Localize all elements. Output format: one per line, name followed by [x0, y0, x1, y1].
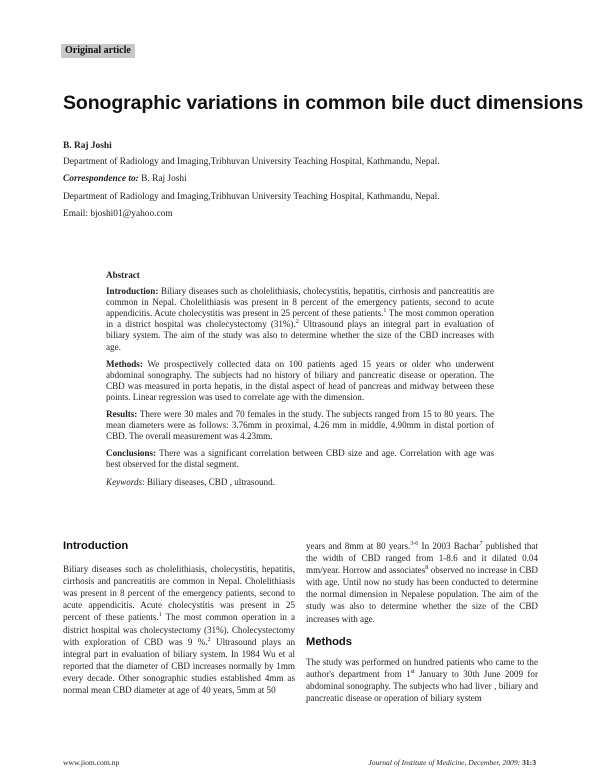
abstract-introduction-text-2: The most common operation in a district hospital was cholecystectomy (31%). [106, 308, 495, 330]
correspondence-name: B. Raj Joshi [141, 174, 187, 184]
abstract-introduction-label: Introduction: [106, 286, 159, 297]
right-text-1: years and 8mm at 80 years. [306, 541, 411, 551]
abstract-introduction-text: Biliary diseases such as cholelithiasis, cholecystitis, hepatitis, cirrhosis and pancreatitis are common in Nepal. Cholelithiasis was present in 8 percent of the emergency patients, second to acute appendicitis. Acute cholecystitis was present in 25 percent of these patients. [106, 286, 494, 319]
right-text-4: observed no increase in CBD with age. Until now no study has been conducted to determine the normal dimension in Nepalese population. The aim of the study was also to determine whether the size of the CBD increases with age. [306, 565, 538, 624]
methods-paragraph [306, 656, 538, 704]
citation-ref: 1 [383, 308, 387, 315]
abstract-conclusions [106, 448, 494, 470]
article-type-label: Original article [61, 44, 135, 58]
keywords [106, 477, 494, 488]
abstract-methods [106, 359, 494, 403]
abstract-conclusions-text: There was a significant correlation between CBD size and age. Correlation with age was best observed for the distal segment. [106, 448, 494, 470]
keywords-text: : Biliary diseases, CBD , ultrasound. [142, 476, 275, 487]
abstract-heading: Abstract [106, 270, 140, 280]
abstract-conclusions-label: Conclusions: [106, 448, 157, 459]
right-column [306, 540, 538, 704]
methods-heading: Methods [306, 635, 352, 648]
citation-ref: 2 [295, 319, 299, 326]
methods-text-2: January to 30th June 2009 for abdominal sonography. The subjects who had liver , biliary and pancreatic disease or operation of biliary system [306, 668, 539, 704]
right-text-3: published that the width of CBD ranged from 1-8.6 and it dilated 0.04 mm/year. Horrow and associates [306, 541, 538, 576]
left-column [63, 540, 295, 696]
right-text-2: In 2003 Bachar [418, 541, 480, 551]
footer-website[interactable]: www.jiom.com.np [63, 758, 120, 767]
introduction-paragraph [63, 563, 295, 696]
abstract-methods-label: Methods: [106, 358, 143, 369]
abstract-results-label: Results: [106, 409, 138, 420]
abstract-introduction [106, 286, 494, 353]
footer-volume: 31:3 [522, 758, 536, 767]
introduction-continued [306, 540, 538, 625]
citation-ref: 7 [479, 540, 483, 547]
ordinal-suffix: st [410, 668, 415, 675]
abstract-methods-text: We prospectively collected data on 100 patients aged 15 years or older who underwent abdominal sonography. The subjects had no history of biliary and pancreatic disease or operation. The CBD was measured in porta hepatis, in the distal aspect of head of pancreas and midway between these points. Linear regression was used to correlate age with the dimension. [106, 358, 494, 402]
footer-journal-name: Journal of Institute of Medicine, December, 2009; [368, 758, 521, 767]
introduction-heading: Introduction [63, 540, 129, 552]
correspondence-label: Correspondence to: [63, 174, 139, 184]
methods-text-1: The study was performed on hundred patients who came to the author's department from 1 [306, 656, 538, 679]
author-affiliation: Department of Radiology and Imaging,Tribhuvan University Teaching Hospital, Kathmandu, Nepal. [63, 157, 440, 167]
citation-ref: 3-6 [410, 540, 419, 547]
footer-journal [368, 758, 536, 767]
author-name: B. Raj Joshi [63, 141, 112, 151]
citation-ref: 8 [425, 565, 429, 572]
correspondence-affiliation: Department of Radiology and Imaging,Tribhuvan University Teaching Hospital, Kathmandu, Nepal. [63, 192, 440, 202]
abstract-introduction-text-3: Ultrasound plays an integral part in evaluation of biliary system. The aim of the study was also to determine whether the size of the CBD increases with age. [106, 319, 494, 352]
abstract-section [106, 270, 494, 494]
keywords-label: Keywords [106, 476, 143, 487]
correspondence-line [63, 173, 187, 185]
article-title: Sonographic variations in common bile duct dimensions [63, 92, 584, 114]
citation-ref: 1 [158, 612, 162, 619]
email-address[interactable]: Email: bjoshi01@yahoo.com [63, 209, 173, 219]
abstract-results-text: There were 30 males and 70 females in the study. The subjects ranged from 15 to 80 years. The mean diameters were as follows: 3.76mm in proximal, 4.26 mm in middle, 4.90mm in distal portion of CBD. The overall measurement was 4.23mm. [106, 409, 494, 442]
citation-ref: 2 [207, 636, 211, 643]
intro-text-3: Ultrasound plays an integral part in evaluation of biliary system. In 1984 Wu et al reported that the diameter of CBD increases normally by 1mm every decade. Other sonographic studies established 4mm as normal mean CBD diameter at age of 40 years, 5mm at 50 [63, 636, 295, 696]
intro-text-1: Biliary diseases such as cholelithiasis, cholecystitis, hepatitis, cirrhosis and pancreatitis are common in Nepal. Cholelithiasis was present in 8 percent of the emergency patients, second to acute appendicitis. Acute cholecystitis was present in 25 percent of these patients. [63, 564, 295, 623]
intro-text-2: The most common operation in a district hospital was cholecystectomy (31%). Cholecystectomy with exploration of CBD was 9 %. [63, 612, 295, 647]
abstract-results [106, 409, 494, 442]
